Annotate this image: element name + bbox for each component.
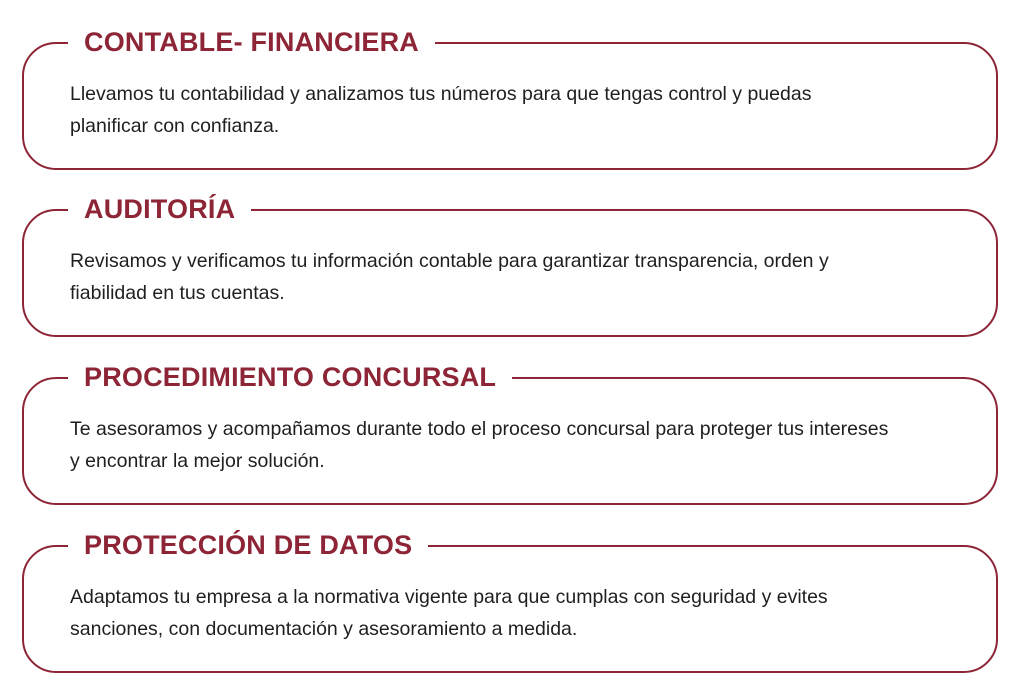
- service-title: PROCEDIMIENTO CONCURSAL: [68, 359, 512, 395]
- service-card-procedimiento-concursal: [22, 362, 998, 505]
- service-title: CONTABLE- FINANCIERA: [68, 24, 435, 60]
- service-card-contable-financiera: [22, 27, 998, 170]
- service-card-auditoria: [22, 194, 998, 337]
- service-description: Llevamos tu contabilidad y analizamos tus números para que tengas control y puedas planificar con confianza.: [70, 83, 812, 137]
- service-title: PROTECCIÓN DE DATOS: [68, 527, 428, 563]
- service-description: Adaptamos tu empresa a la normativa vigente para que cumplas con seguridad y evites sanciones, con documentación y asesoramiento a medida.: [70, 586, 828, 640]
- service-description: Te asesoramos y acompañamos durante todo el proceso concursal para proteger tus intereses y encontrar la mejor solución.: [70, 418, 889, 472]
- service-title: AUDITORÍA: [68, 191, 251, 227]
- service-description: Revisamos y verificamos tu información contable para garantizar transparencia, orden y fiabilidad en tus cuentas.: [70, 250, 829, 304]
- service-card-proteccion-de-datos: [22, 530, 998, 673]
